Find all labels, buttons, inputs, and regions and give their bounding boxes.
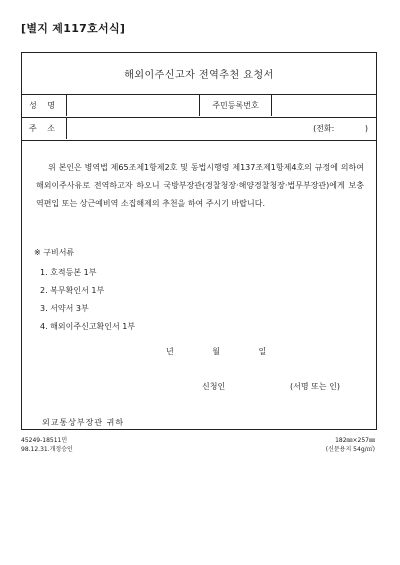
paper-type: (신문용지 54g/㎡) [325, 446, 375, 453]
address-label: 주 소 [22, 117, 67, 139]
name-field[interactable] [67, 94, 200, 116]
address-row [22, 117, 376, 141]
resident-number-label: 주민등록번호 [200, 94, 272, 116]
applicant-label: 신청인 [202, 382, 226, 391]
form-body [22, 141, 376, 429]
signature-note[interactable]: (서명 또는 인) [290, 382, 340, 391]
revision-note: 98.12.31.개정승인 [21, 446, 73, 453]
phone-label: (전화: ) [313, 123, 368, 133]
request-form [21, 52, 377, 430]
required-docs-heading: ※ 구비서류 [34, 248, 75, 257]
footer-left [21, 436, 73, 454]
footer-right [326, 436, 375, 454]
form-number-tag: [별지 제117호서식] [21, 22, 126, 35]
required-doc-item: 4. 해외이주신고확인서 1부 [40, 322, 136, 331]
paper-size: 182㎜×257㎜ [335, 437, 375, 444]
name-row [22, 94, 376, 118]
required-doc-item: 1. 호적등본 1부 [40, 268, 97, 277]
required-docs-list [40, 267, 135, 339]
resident-number-field[interactable] [272, 94, 376, 116]
form-title: 해외이주신고자 전역추천 요청서 [22, 53, 376, 95]
request-paragraph: 위 본인은 병역법 제65조제1항제2호 및 동법시행령 제137조제1항제4호의 규정에 의하여 해외이주사유로 전역하고자 하오니 국방부장관(경찰청장·해양경찰청장·법무부장관)에게 보충역편입 또는 상근예비역 소집해제의 추천을 하여 주시기 바랍니다. [36, 163, 364, 208]
name-label: 성 명 [22, 94, 67, 116]
addressee: 외교통상부장관 귀하 [42, 418, 125, 427]
required-doc-item: 2. 복무확인서 1부 [40, 286, 105, 295]
required-doc-item: 3. 서약서 3부 [40, 304, 89, 313]
date-line[interactable]: 년 월 일 [166, 347, 271, 356]
form-code: 45249-18511민 [21, 437, 68, 444]
